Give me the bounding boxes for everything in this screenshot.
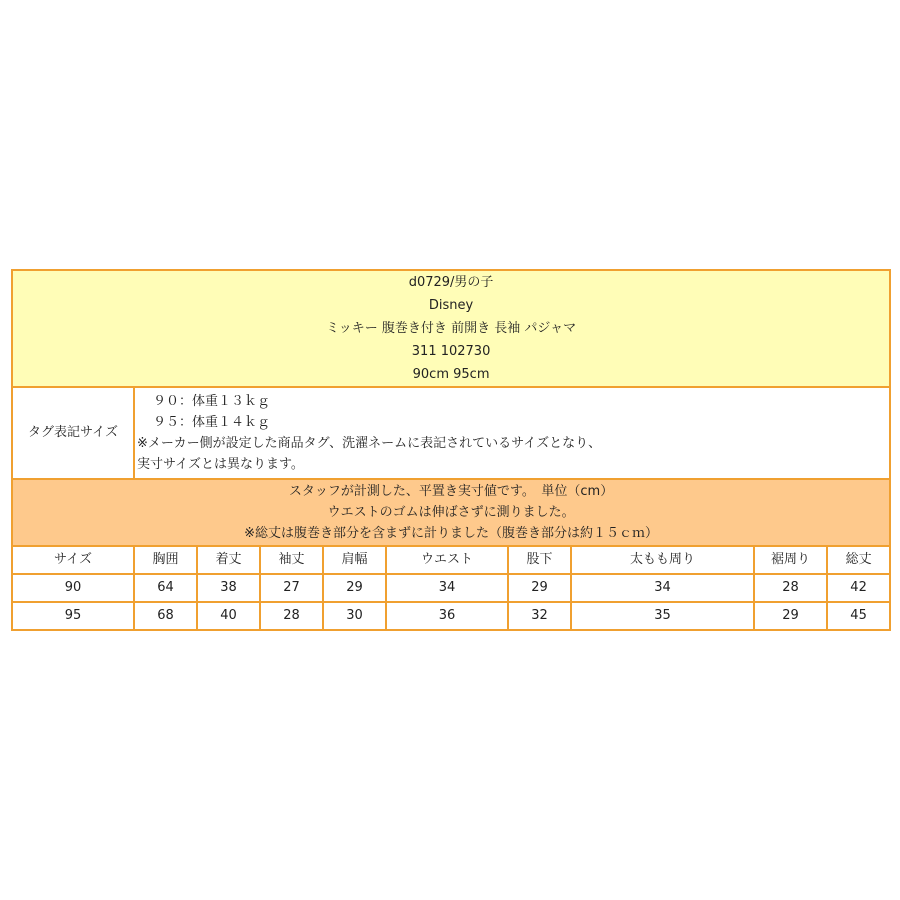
table-cell: 38 <box>197 574 260 602</box>
column-header: 袖丈 <box>260 546 323 574</box>
measure-note-row <box>12 479 890 546</box>
tag-size-content <box>134 387 890 479</box>
tag-size-row <box>12 387 890 479</box>
table-cell: 36 <box>386 602 508 630</box>
product-number: 311 102730 <box>411 344 491 359</box>
measure-note-line: スタッフが計測した、平置き実寸値です。 単位（cm） <box>288 484 614 499</box>
column-header: 胸囲 <box>134 546 197 574</box>
table-cell: 29 <box>508 574 571 602</box>
column-header: 太もも周り <box>571 546 754 574</box>
table-cell: 42 <box>827 574 890 602</box>
table-cell: 68 <box>134 602 197 630</box>
tag-note-line: ※メーカー側が設定した商品タグ、洗濯ネームに表記されているサイズとなり、 <box>137 436 602 451</box>
table-cell: 40 <box>197 602 260 630</box>
table-cell: 95 <box>12 602 134 630</box>
tag-size-line: ９０：体重１３ｋｇ <box>153 394 271 409</box>
tag-size-label: タグ表記サイズ <box>12 387 134 479</box>
table-cell: 35 <box>571 602 754 630</box>
size-chart-table <box>11 269 891 631</box>
table-cell: 29 <box>754 602 827 630</box>
measure-notes <box>12 479 890 546</box>
column-header: 総丈 <box>827 546 890 574</box>
measure-note-line: ウエストのゴムは伸ばさずに測りました。 <box>327 505 575 520</box>
table-cell: 45 <box>827 602 890 630</box>
table-cell: 64 <box>134 574 197 602</box>
product-header <box>12 270 890 387</box>
tag-note-line: 実寸サイズとは異なります。 <box>137 457 304 472</box>
table-cell: 30 <box>323 602 386 630</box>
table-cell: 29 <box>323 574 386 602</box>
column-header: サイズ <box>12 546 134 574</box>
table-cell: 32 <box>508 602 571 630</box>
table-row <box>12 574 890 602</box>
column-header: 裾周り <box>754 546 827 574</box>
column-header: 肩幅 <box>323 546 386 574</box>
table-header-row <box>12 546 890 574</box>
column-header: 着丈 <box>197 546 260 574</box>
column-header: ウエスト <box>386 546 508 574</box>
table-cell: 34 <box>571 574 754 602</box>
table-cell: 28 <box>754 574 827 602</box>
column-header: 股下 <box>508 546 571 574</box>
table-row <box>12 602 890 630</box>
table-cell: 27 <box>260 574 323 602</box>
table-cell: 34 <box>386 574 508 602</box>
product-code: d0729/男の子 <box>408 275 494 290</box>
measure-note-line: ※総丈は腹巻き部分を含まずに計りました（腹巻き部分は約１５ｃｍ） <box>244 526 659 541</box>
product-sizes: 90cm 95cm <box>412 367 490 382</box>
product-header-row <box>12 270 890 387</box>
table-cell: 90 <box>12 574 134 602</box>
tag-size-line: ９５：体重１４ｋｇ <box>153 415 271 430</box>
table-cell: 28 <box>260 602 323 630</box>
product-name: ミッキー 腹巻き付き 前開き 長袖 パジャマ <box>326 321 577 336</box>
product-brand: Disney <box>428 298 474 313</box>
